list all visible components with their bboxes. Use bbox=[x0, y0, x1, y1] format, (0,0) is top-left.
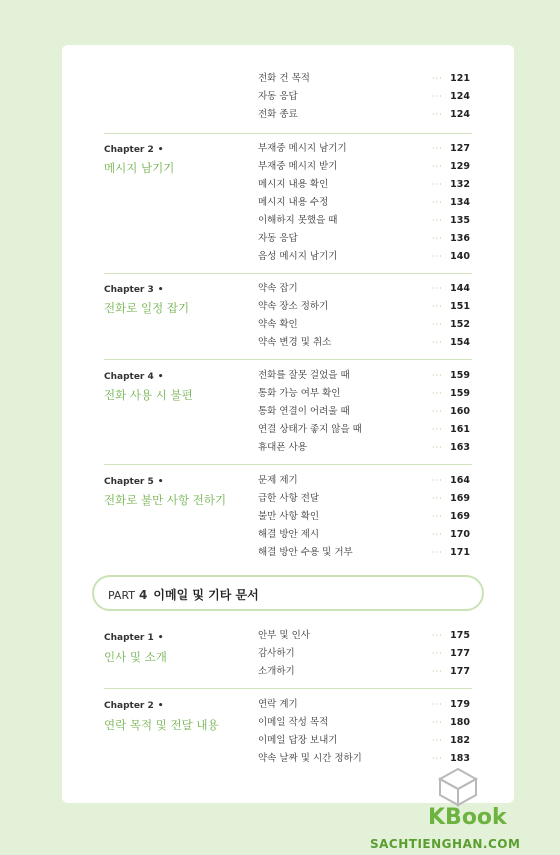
entry-page: 136 bbox=[450, 233, 470, 244]
entry-title: 전화를 잘못 걸었을 때 bbox=[258, 370, 350, 381]
toc-entry bbox=[62, 472, 514, 490]
entry-title: 전화 종료 bbox=[258, 109, 298, 120]
toc-entry bbox=[62, 176, 514, 194]
entry-page: 175 bbox=[450, 630, 470, 641]
part-title: 이메일 및 기타 문서 bbox=[153, 588, 259, 602]
watermark-site: SACHTIENGHAN.COM bbox=[370, 837, 521, 851]
toc-entry bbox=[62, 280, 514, 298]
entry-page: 171 bbox=[450, 547, 470, 558]
entry-page: 129 bbox=[450, 161, 470, 172]
entry-page: 169 bbox=[450, 493, 470, 504]
entry-page: 132 bbox=[450, 179, 470, 190]
leader-dots: ··· bbox=[432, 216, 443, 225]
entry-title: 감사하기 bbox=[258, 648, 295, 659]
leader-dots: ··· bbox=[432, 530, 443, 539]
entry-page: 151 bbox=[450, 301, 470, 312]
part-label bbox=[108, 586, 259, 603]
leader-dots: ··· bbox=[432, 110, 443, 119]
entry-title: 자동 응답 bbox=[258, 91, 298, 102]
book-logo-icon bbox=[436, 767, 480, 807]
part-header bbox=[92, 575, 484, 611]
entry-page: 180 bbox=[450, 717, 470, 728]
toc-entry bbox=[62, 88, 514, 106]
toc-entry bbox=[62, 248, 514, 266]
chapter-title: 전화 사용 시 불편 bbox=[104, 388, 193, 402]
toc-entry bbox=[62, 544, 514, 562]
entry-title: 급한 사항 전달 bbox=[258, 493, 320, 504]
toc-entry bbox=[62, 750, 514, 768]
entry-title: 안부 및 인사 bbox=[258, 630, 310, 641]
toc-entry bbox=[62, 230, 514, 248]
toc-entry bbox=[62, 439, 514, 457]
leader-dots: ··· bbox=[432, 92, 443, 101]
entry-title: 약속 장소 정하기 bbox=[258, 301, 329, 312]
entry-title: 약속 날짜 및 시간 정하기 bbox=[258, 753, 362, 764]
toc-entry bbox=[62, 70, 514, 88]
section-divider bbox=[104, 133, 472, 134]
section-divider bbox=[104, 273, 472, 274]
entry-title: 메시지 내용 수정 bbox=[258, 197, 329, 208]
chapter-label: Chapter 2 • bbox=[104, 145, 164, 155]
toc-entry bbox=[62, 194, 514, 212]
leader-dots: ··· bbox=[432, 198, 443, 207]
entry-title: 이메일 답장 보내기 bbox=[258, 735, 338, 746]
entry-title: 통화 가능 여부 확인 bbox=[258, 388, 341, 399]
leader-dots: ··· bbox=[432, 649, 443, 658]
entry-title: 약속 확인 bbox=[258, 319, 298, 330]
toc-entry bbox=[62, 316, 514, 334]
leader-dots: ··· bbox=[432, 252, 443, 261]
toc-entry bbox=[62, 298, 514, 316]
leader-dots: ··· bbox=[432, 234, 443, 243]
leader-dots: ··· bbox=[432, 494, 443, 503]
toc-entry bbox=[62, 732, 514, 750]
entry-title: 휴대폰 사용 bbox=[258, 442, 307, 453]
leader-dots: ··· bbox=[432, 548, 443, 557]
entry-page: 183 bbox=[450, 753, 470, 764]
entry-title: 해결 방안 수용 및 거부 bbox=[258, 547, 353, 558]
entry-page: 170 bbox=[450, 529, 470, 540]
entry-page: 134 bbox=[450, 197, 470, 208]
entry-page: 135 bbox=[450, 215, 470, 226]
chapter-label: Chapter 4 • bbox=[104, 372, 164, 382]
leader-dots: ··· bbox=[432, 425, 443, 434]
entry-page: 144 bbox=[450, 283, 470, 294]
entry-page: 160 bbox=[450, 406, 470, 417]
leader-dots: ··· bbox=[432, 407, 443, 416]
toc-entry bbox=[62, 696, 514, 714]
entry-page: 177 bbox=[450, 666, 470, 677]
leader-dots: ··· bbox=[432, 667, 443, 676]
watermark bbox=[370, 785, 550, 855]
leader-dots: ··· bbox=[432, 718, 443, 727]
entry-title: 메시지 내용 확인 bbox=[258, 179, 329, 190]
entry-title: 자동 응답 bbox=[258, 233, 298, 244]
toc-entry bbox=[62, 526, 514, 544]
leader-dots: ··· bbox=[432, 162, 443, 171]
leader-dots: ··· bbox=[432, 144, 443, 153]
leader-dots: ··· bbox=[432, 284, 443, 293]
entry-page: 159 bbox=[450, 370, 470, 381]
leader-dots: ··· bbox=[432, 320, 443, 329]
entry-page: 152 bbox=[450, 319, 470, 330]
entry-title: 문제 제기 bbox=[258, 475, 298, 486]
toc-entry bbox=[62, 158, 514, 176]
entry-title: 부재중 메시지 받기 bbox=[258, 161, 338, 172]
part-number: 4 bbox=[139, 588, 148, 602]
chapter-label: Chapter 5 • bbox=[104, 477, 164, 487]
toc-entry bbox=[62, 212, 514, 230]
entry-page: 179 bbox=[450, 699, 470, 710]
leader-dots: ··· bbox=[432, 512, 443, 521]
entry-page: 169 bbox=[450, 511, 470, 522]
watermark-brand: KBook bbox=[428, 805, 507, 830]
entry-page: 164 bbox=[450, 475, 470, 486]
chapter-title: 인사 및 소개 bbox=[104, 650, 167, 664]
entry-title: 음성 메시지 남기기 bbox=[258, 251, 338, 262]
leader-dots: ··· bbox=[432, 180, 443, 189]
leader-dots: ··· bbox=[432, 631, 443, 640]
toc-entry bbox=[62, 140, 514, 158]
entry-title: 통화 연결이 어려울 때 bbox=[258, 406, 350, 417]
chapter-label: Chapter 1 • bbox=[104, 633, 164, 643]
toc-entry bbox=[62, 508, 514, 526]
leader-dots: ··· bbox=[432, 736, 443, 745]
toc-entry bbox=[62, 421, 514, 439]
entry-title: 이메일 작성 목적 bbox=[258, 717, 329, 728]
toc-entry bbox=[62, 385, 514, 403]
chapter-title: 메시지 남기기 bbox=[104, 161, 175, 175]
entry-title: 연결 상태가 좋지 않을 때 bbox=[258, 424, 362, 435]
entry-page: 182 bbox=[450, 735, 470, 746]
entry-title: 연락 계기 bbox=[258, 699, 298, 710]
leader-dots: ··· bbox=[432, 754, 443, 763]
leader-dots: ··· bbox=[432, 443, 443, 452]
entry-page: 124 bbox=[450, 109, 470, 120]
entry-page: 159 bbox=[450, 388, 470, 399]
entry-page: 127 bbox=[450, 143, 470, 154]
leader-dots: ··· bbox=[432, 302, 443, 311]
leader-dots: ··· bbox=[432, 700, 443, 709]
toc-entry bbox=[62, 403, 514, 421]
entry-page: 161 bbox=[450, 424, 470, 435]
toc-entry bbox=[62, 645, 514, 663]
leader-dots: ··· bbox=[432, 371, 443, 380]
entry-page: 154 bbox=[450, 337, 470, 348]
entry-title: 약속 잡기 bbox=[258, 283, 298, 294]
entry-title: 약속 변경 및 취소 bbox=[258, 337, 332, 348]
entry-title: 전화 건 목적 bbox=[258, 73, 310, 84]
chapter-title: 연락 목적 및 전달 내용 bbox=[104, 718, 219, 732]
entry-title: 해결 방안 제시 bbox=[258, 529, 320, 540]
entry-page: 163 bbox=[450, 442, 470, 453]
entry-page: 140 bbox=[450, 251, 470, 262]
leader-dots: ··· bbox=[432, 338, 443, 347]
toc-entry bbox=[62, 334, 514, 352]
entry-page: 124 bbox=[450, 91, 470, 102]
toc-page bbox=[62, 45, 514, 803]
entry-page: 121 bbox=[450, 73, 470, 84]
toc-entry bbox=[62, 627, 514, 645]
section-divider bbox=[104, 688, 472, 689]
entry-title: 부재중 메시지 남기기 bbox=[258, 143, 347, 154]
chapter-label: Chapter 3 • bbox=[104, 285, 164, 295]
toc-entry bbox=[62, 367, 514, 385]
entry-title: 불만 사항 확인 bbox=[258, 511, 320, 522]
entry-page: 177 bbox=[450, 648, 470, 659]
leader-dots: ··· bbox=[432, 74, 443, 83]
entry-title: 소개하기 bbox=[258, 666, 295, 677]
entry-title: 이해하지 못했을 때 bbox=[258, 215, 338, 226]
toc-entry bbox=[62, 663, 514, 681]
toc-entry bbox=[62, 490, 514, 508]
leader-dots: ··· bbox=[432, 389, 443, 398]
section-divider bbox=[104, 464, 472, 465]
toc-entry bbox=[62, 714, 514, 732]
chapter-title: 전화로 일정 잡기 bbox=[104, 301, 190, 315]
section-divider bbox=[104, 359, 472, 360]
leader-dots: ··· bbox=[432, 476, 443, 485]
part-prefix: PART bbox=[108, 589, 136, 602]
toc-entry bbox=[62, 106, 514, 124]
chapter-label: Chapter 2 • bbox=[104, 701, 164, 711]
chapter-title: 전화로 불만 사항 전하기 bbox=[104, 493, 227, 507]
